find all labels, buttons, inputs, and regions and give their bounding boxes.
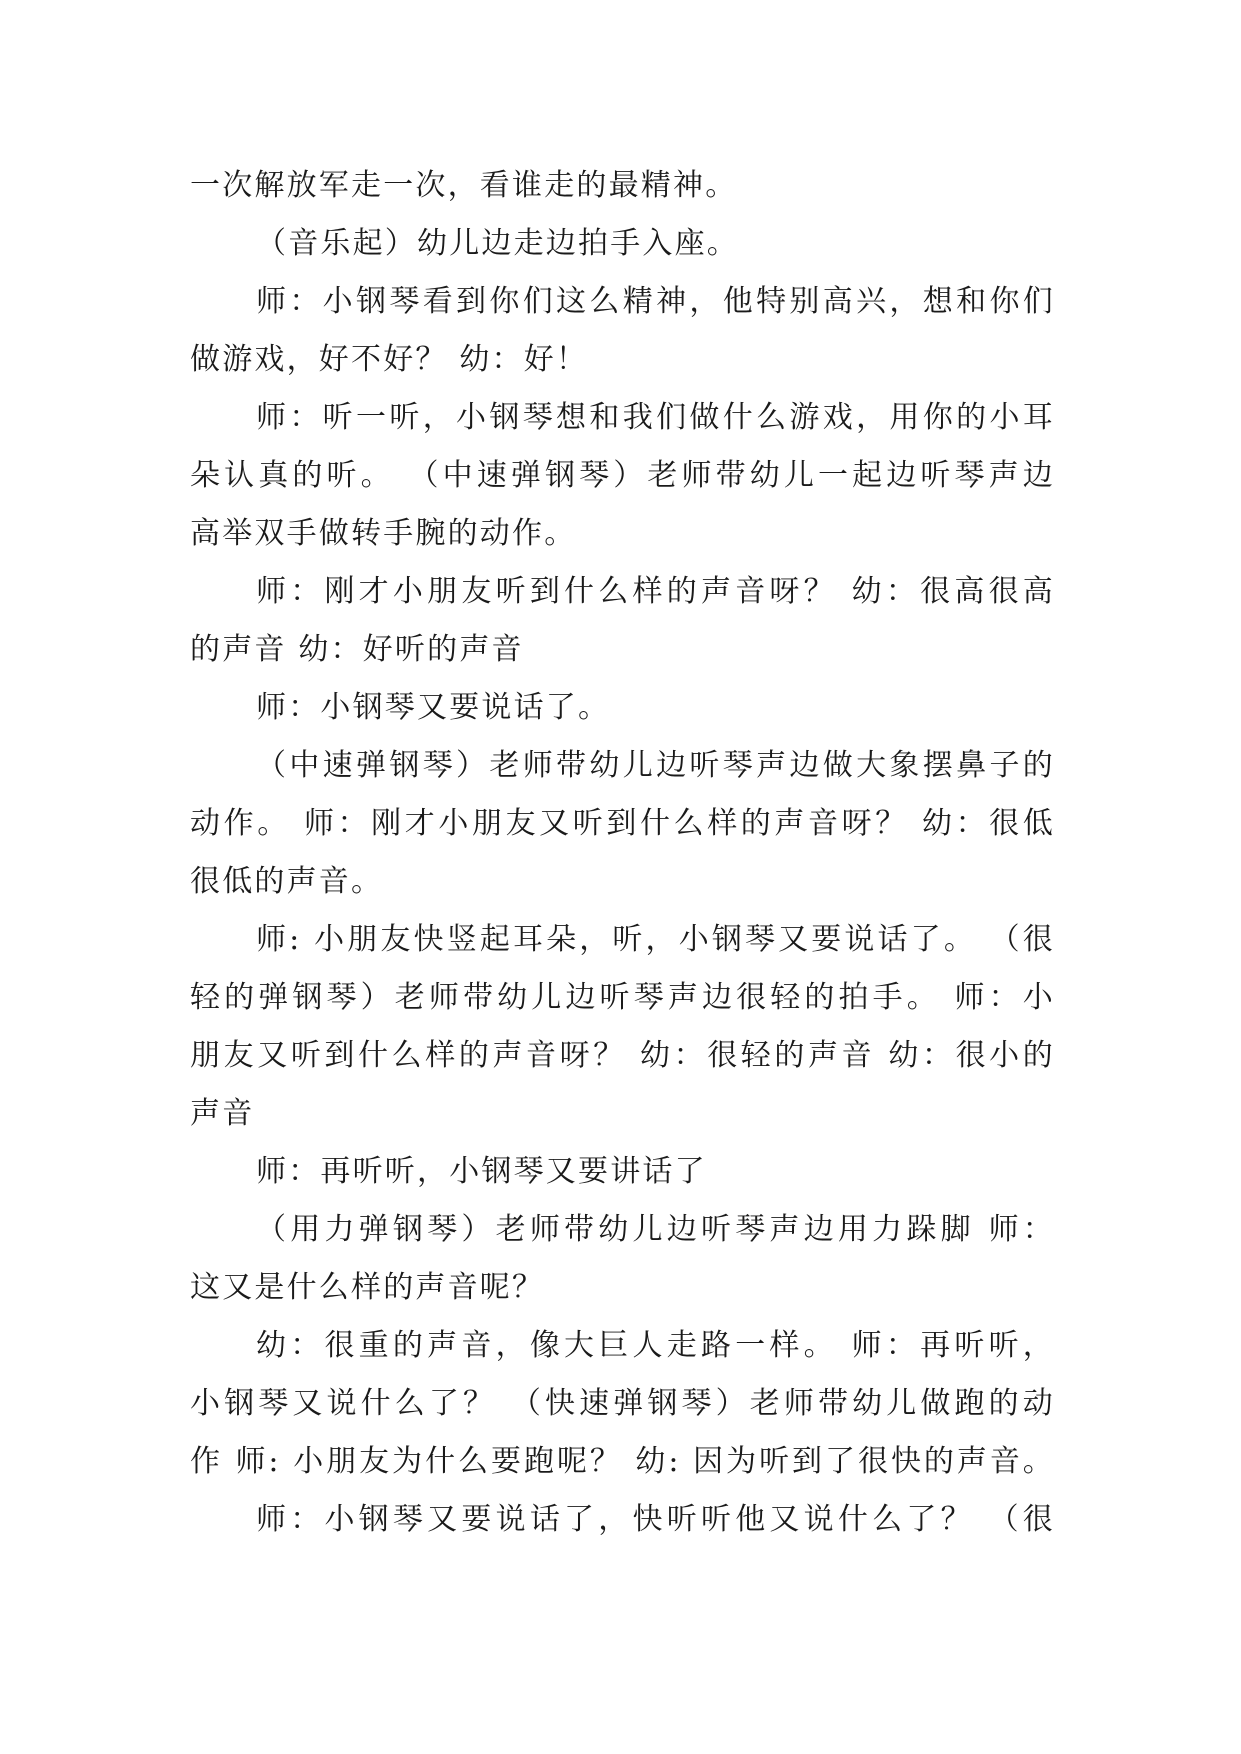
text-line: 师：听一听，小钢琴想和我们做什么游戏，用你的小耳 [256,400,1055,435]
text-line: 动作。 师：刚才小朋友又听到什么样的声音呀？ 幼：很低 [190,806,1055,841]
text-line: 的声音 幼：好听的声音 [190,632,524,667]
text-line: 高举双手做转手腕的动作。 [190,516,577,551]
text-line: （用力弹钢琴）老师带幼儿边听琴声边用力跺脚 师： [256,1212,1055,1247]
text-line: （中速弹钢琴）老师带幼儿边听琴声边做大象摆鼻子的 [256,748,1055,783]
text-line: 小钢琴又说什么了？ （快速弹钢琴）老师带幼儿做跑的动 [190,1386,1055,1421]
text-line: 师：刚才小朋友听到什么样的声音呀？ 幼：很高很高 [256,574,1055,609]
text-line: 作 师: 小朋友为什么要跑呢？ 幼: 因为听到了很快的声音。 [190,1444,1055,1479]
text-line: 这又是什么样的声音呢？ [190,1270,545,1305]
text-line: 轻的弹钢琴）老师带幼儿边听琴声边很轻的拍手。 师：小 [190,980,1055,1015]
text-line: 声音 [190,1096,255,1131]
text-line: 朵认真的听。 （中速弹钢琴）老师带幼儿一起边听琴声边 [190,458,1055,493]
text-line: 做游戏，好不好？ 幼：好！ [190,342,589,377]
text-line: 幼：很重的声音，像大巨人走路一样。 师：再听听， [256,1328,1055,1363]
text-line: 师：小钢琴又要说话了，快听听他又说什么了？ （很 [256,1502,1055,1537]
text-line: （音乐起）幼儿边走边拍手入座。 [256,226,739,261]
text-line: 朋友又听到什么样的声音呀？ 幼：很轻的声音 幼：很小的 [190,1038,1055,1073]
text-line: 师：小钢琴看到你们这么精神，他特别高兴，想和你们 [256,284,1055,319]
text-line: 师: 小朋友快竖起耳朵，听，小钢琴又要说话了。 （很 [256,922,1055,957]
document-body [190,157,1055,1549]
text-line: 很低的声音。 [190,864,384,899]
text-line: 师：再听听，小钢琴又要讲话了 [256,1154,707,1189]
text-line: 一次解放军走一次，看谁走的最精神。 [190,168,738,203]
text-line: 师：小钢琴又要说话了。 [256,690,611,725]
